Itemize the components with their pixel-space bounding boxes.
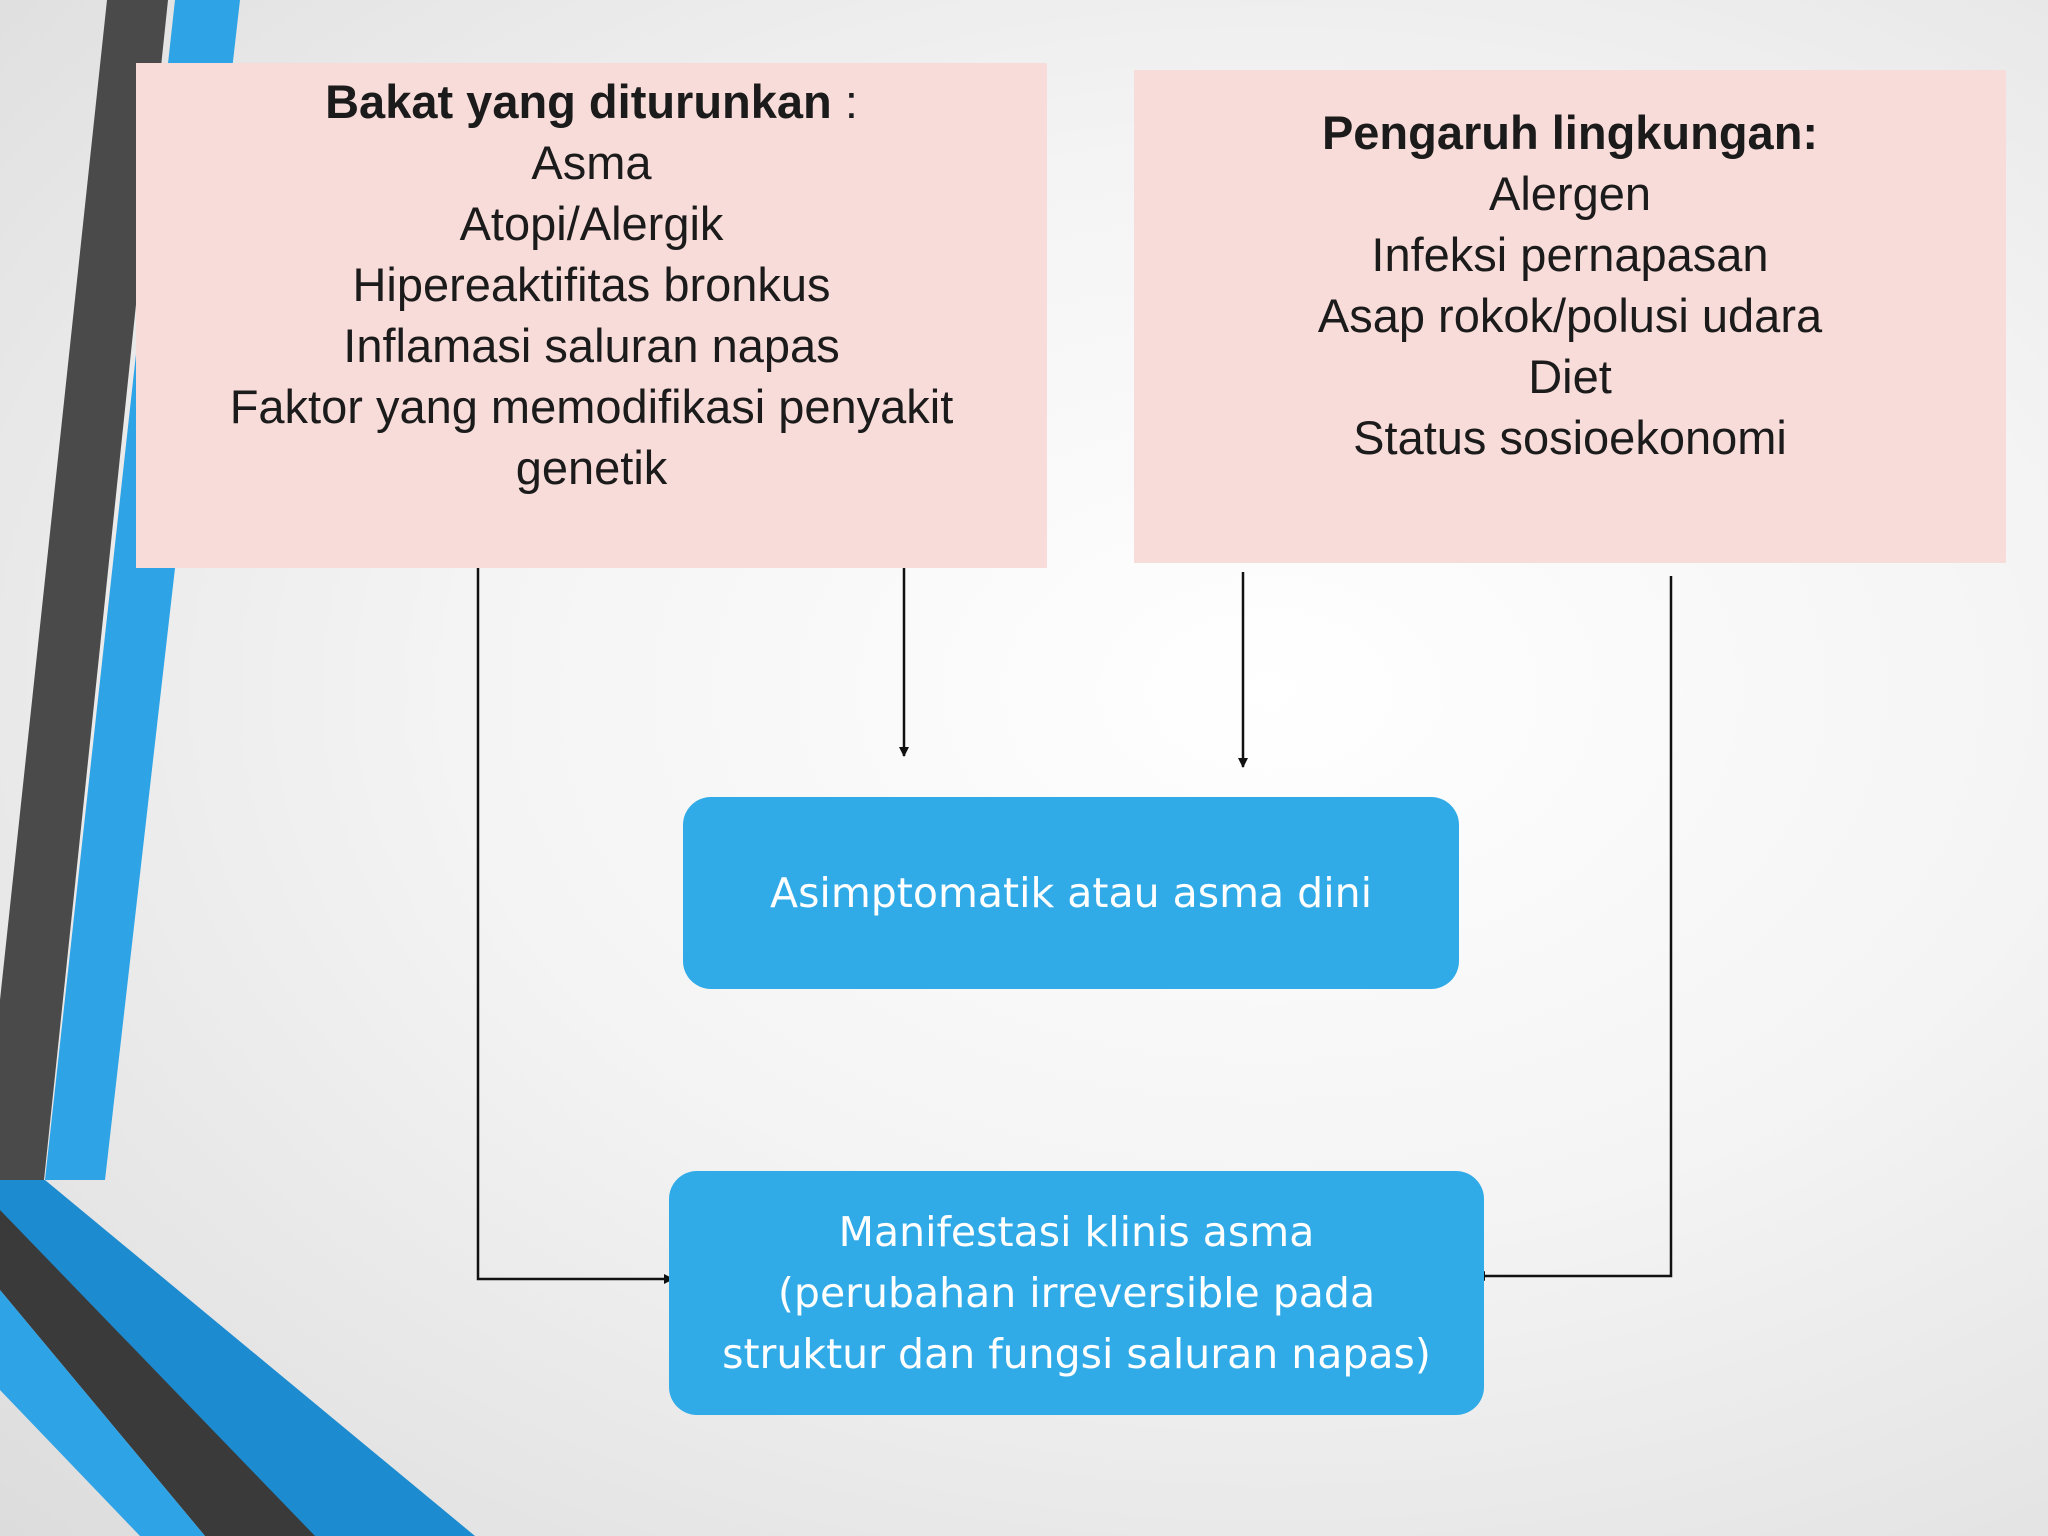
genetic-heading-text: Bakat yang diturunkan: [325, 75, 832, 128]
environment-factors-heading: [1322, 102, 1818, 163]
arrow-environment-to-manifestation: [1476, 576, 1671, 1276]
environment-item: Status sosioekonomi: [1353, 411, 1787, 464]
genetic-item: Faktor yang memodifikasi penyakit: [229, 380, 954, 433]
genetic-factors-box: [136, 63, 1047, 568]
manifestation-line: (perubahan irreversible pada: [777, 1268, 1376, 1317]
clinical-manifestation-box: [669, 1171, 1484, 1415]
asymptomatic-box: [683, 797, 1459, 989]
environment-item: Asap rokok/polusi udara: [1317, 289, 1823, 342]
asymptomatic-label: Asimptomatik atau asma dini: [770, 869, 1372, 917]
manifestation-line: Manifestasi klinis asma: [838, 1207, 1315, 1256]
genetic-item: Inflamasi saluran napas: [343, 319, 840, 372]
genetic-item: genetik: [515, 441, 668, 494]
environment-item: Infeksi pernapasan: [1371, 228, 1769, 281]
genetic-item: Hipereaktifitas bronkus: [352, 258, 831, 311]
manifestation-line: struktur dan fungsi saluran napas): [722, 1329, 1431, 1378]
genetic-heading-suffix: :: [831, 75, 858, 128]
arrow-genetic-to-manifestation: [478, 568, 673, 1279]
genetic-factors-heading: [325, 71, 858, 132]
environment-factors-box: [1134, 70, 2006, 563]
environment-heading-text: Pengaruh lingkungan:: [1321, 106, 1819, 159]
environment-item: Diet: [1528, 350, 1612, 403]
environment-item: Alergen: [1489, 167, 1651, 220]
genetic-item: Asma: [531, 136, 652, 189]
genetic-item: Atopi/Alergik: [459, 197, 724, 250]
